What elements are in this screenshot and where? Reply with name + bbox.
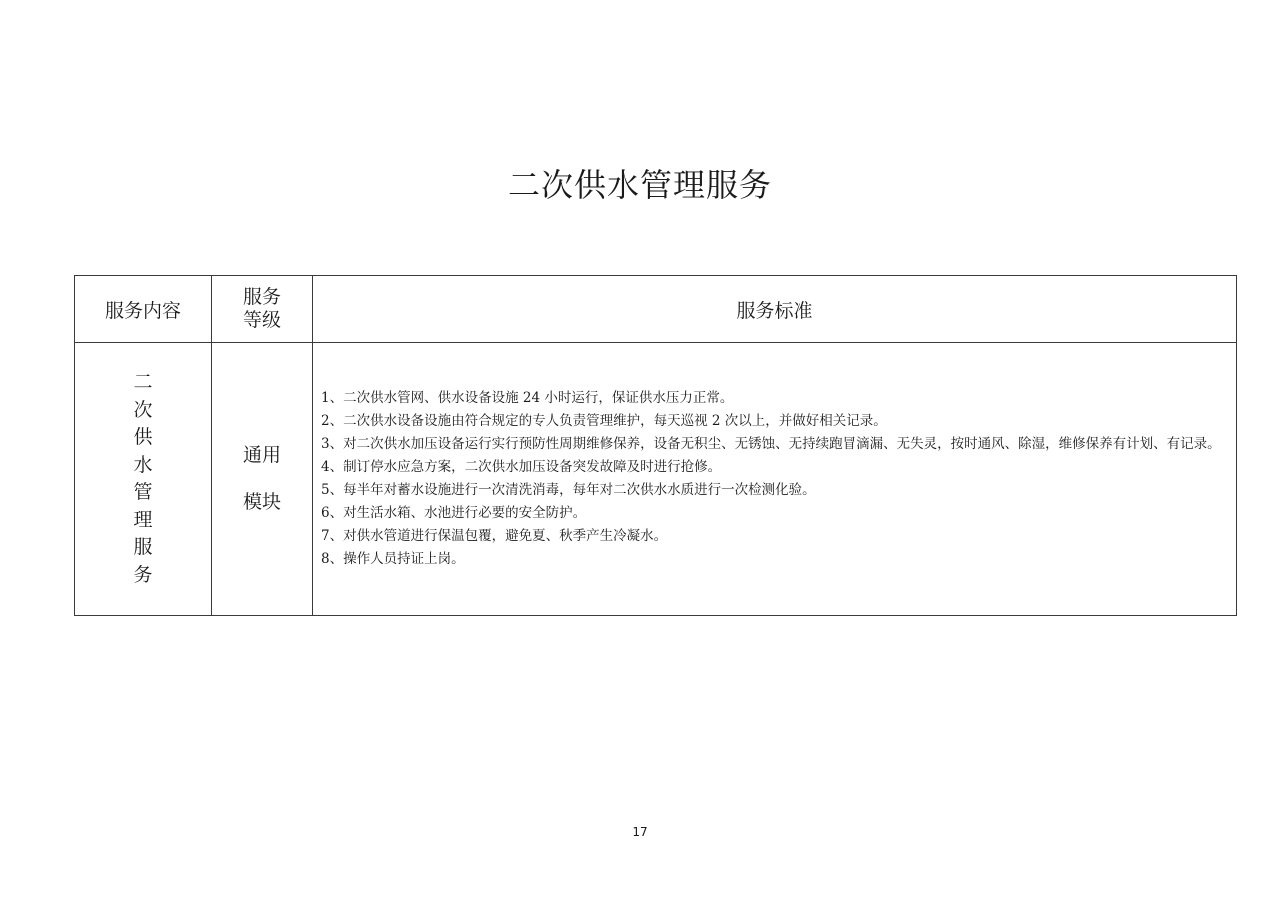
table-row bbox=[75, 343, 1237, 616]
service-content-char: 理 bbox=[133, 508, 153, 531]
standard-item: 7、对供水管道进行保温包覆，避免夏、秋季产生冷凝水。 bbox=[321, 528, 668, 544]
header-service-level-line1: 服务 bbox=[242, 286, 281, 308]
table-header-row bbox=[75, 276, 1237, 343]
service-level-cell bbox=[212, 343, 313, 616]
service-content-char: 次 bbox=[133, 398, 153, 421]
header-service-standard: 服务标准 bbox=[313, 276, 1237, 343]
standard-item: 8、操作人员持证上岗。 bbox=[321, 551, 465, 567]
service-content-cell bbox=[75, 343, 212, 616]
service-content-char: 二 bbox=[133, 371, 153, 393]
header-service-content: 服务内容 bbox=[75, 276, 212, 343]
standard-list bbox=[321, 387, 1228, 571]
service-content-char: 服 bbox=[133, 536, 153, 558]
page-number: 17 bbox=[632, 825, 648, 839]
service-level-line1: 通用 bbox=[242, 444, 281, 466]
service-content-char: 水 bbox=[133, 453, 153, 476]
header-service-level bbox=[212, 276, 313, 343]
standard-item: 5、每半年对蓄水设施进行一次清洗消毒，每年对二次供水水质进行一次检测化验。 bbox=[321, 482, 816, 498]
header-service-level-line2: 等级 bbox=[242, 309, 281, 331]
standard-item: 2、二次供水设备设施由符合规定的专人负责管理维护，每天巡视 2 次以上，并做好相关记录。 bbox=[321, 413, 887, 429]
standard-item: 4、制订停水应急方案，二次供水加压设备突发故障及时进行抢修。 bbox=[321, 459, 722, 475]
page-title: 二次供水管理服务 bbox=[507, 166, 772, 204]
service-level-line2: 模块 bbox=[242, 491, 281, 513]
standard-item: 6、对生活水箱、水池进行必要的安全防护。 bbox=[321, 505, 587, 521]
service-standard-cell bbox=[313, 343, 1237, 616]
service-content-char: 管 bbox=[133, 481, 153, 503]
service-content-char: 务 bbox=[133, 563, 153, 586]
standard-item: 3、对二次供水加压设备运行实行预防性周期维修保养，设备无积尘、无锈蚀、无持续跑冒滴漏、无失灵，按时通风、除湿，维修保养有计划、有记录。 bbox=[321, 436, 1221, 452]
standard-item: 1、二次供水管网、供水设备设施 24 小时运行，保证供水压力正常。 bbox=[321, 390, 734, 406]
service-content-char: 供 bbox=[133, 426, 153, 448]
service-standard-table bbox=[74, 275, 1237, 616]
